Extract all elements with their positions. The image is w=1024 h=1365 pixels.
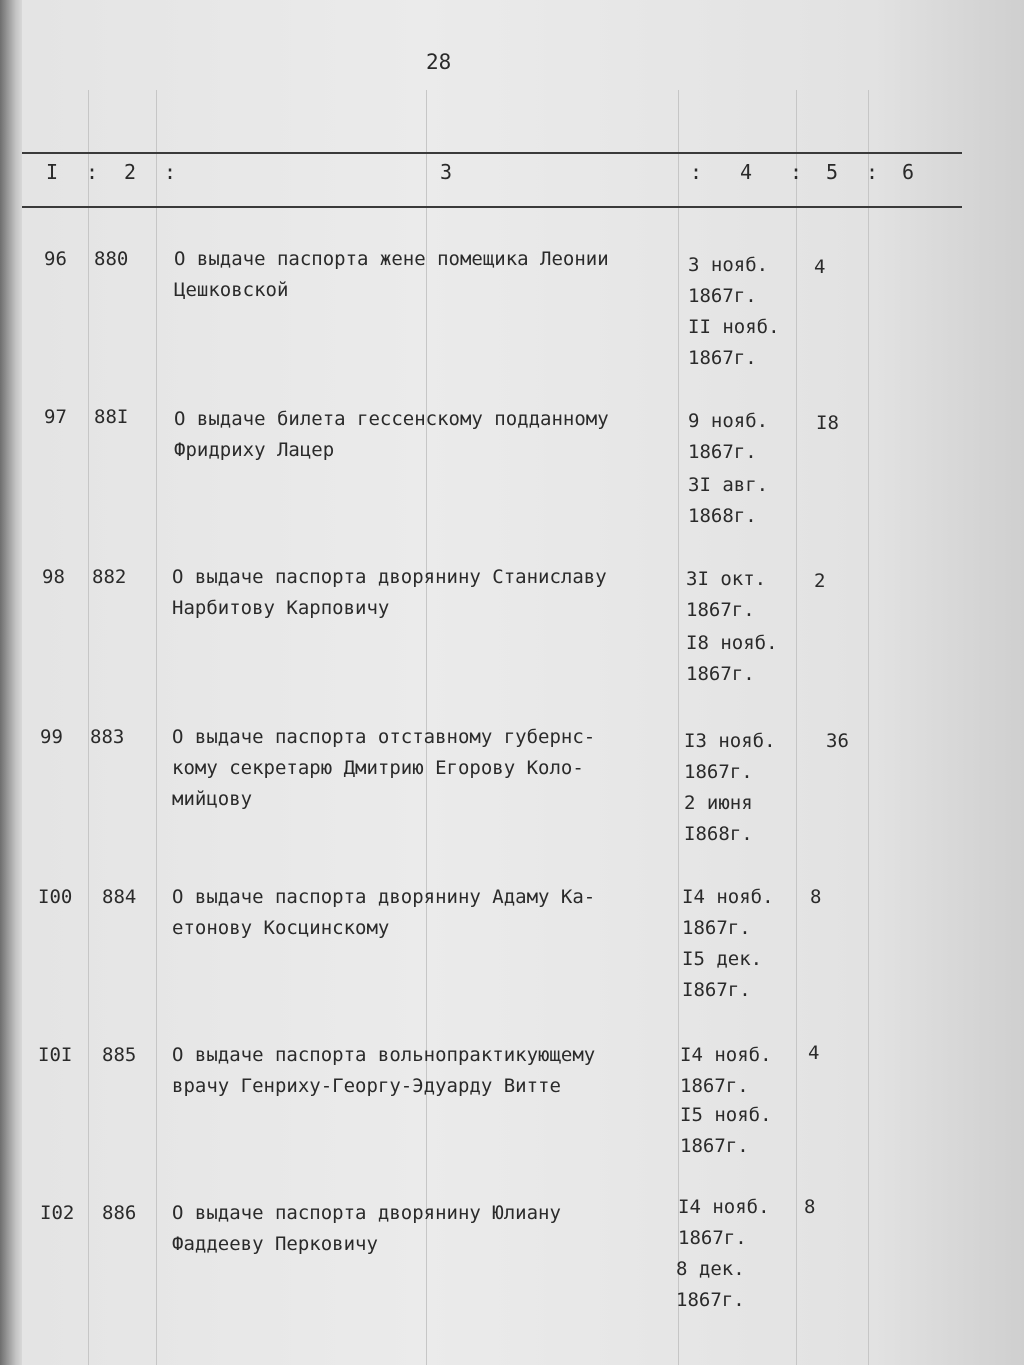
file-number: 883: [90, 726, 125, 748]
row-number: I00: [38, 886, 73, 908]
sheet-count: 4: [808, 1042, 820, 1064]
sheet-count: 2: [814, 570, 826, 592]
header-col-4: 4: [740, 160, 753, 184]
date-end: 2 июня I868г.: [684, 792, 753, 845]
column-rule: [156, 90, 157, 1365]
column-rule: [868, 90, 869, 1365]
file-number: 884: [102, 886, 137, 908]
file-title: О выдаче билета гессенскому подданному Фридриху Лацер: [174, 408, 609, 461]
date-end: I5 дек. I867г.: [682, 948, 763, 1001]
row-number: 99: [40, 726, 63, 748]
file-title: О выдаче паспорта дворянину Станиславу Нарбитову Карповичу: [172, 566, 607, 619]
row-number: I02: [40, 1202, 75, 1224]
date-start: 3 нояб. 1867г.: [688, 254, 769, 307]
row-number: 98: [42, 566, 65, 588]
date-start: I4 нояб. 1867г.: [678, 1196, 770, 1249]
date-end: I8 нояб. 1867г.: [686, 632, 778, 685]
header-col-1: I: [46, 160, 59, 184]
date-start: 9 нояб. 1867г.: [688, 410, 769, 463]
header-col-3: 3: [440, 160, 453, 184]
file-title: О выдаче паспорта жене помещика Леонии Цешковской: [174, 248, 609, 301]
date-start: 3I окт. 1867г.: [686, 568, 767, 621]
header-separator: :: [790, 160, 803, 184]
header-separator: :: [866, 160, 879, 184]
file-number: 882: [92, 566, 127, 588]
file-title: О выдаче паспорта вольнопрактикующему врачу Генриху-Георгу-Эдуарду Витте: [172, 1044, 596, 1097]
header-col-5: 5: [826, 160, 839, 184]
header-separator: :: [86, 160, 99, 184]
column-rule: [796, 90, 797, 1365]
date-start: I3 нояб. 1867г.: [684, 730, 776, 783]
header-separator: :: [164, 160, 177, 184]
sheet-count: 36: [826, 730, 849, 752]
header-rule-bottom: [22, 206, 962, 208]
file-number: 886: [102, 1202, 137, 1224]
date-end: I5 нояб. 1867г.: [680, 1104, 772, 1157]
header-rule-top: [22, 152, 962, 154]
column-rule: [88, 90, 89, 1365]
header-col-2: 2: [124, 160, 137, 184]
date-start: I4 нояб. 1867г.: [682, 886, 774, 939]
date-end: II нояб. 1867г.: [688, 316, 780, 369]
column-rule: [678, 90, 679, 1365]
sheet-count: I8: [816, 412, 839, 434]
book-binding: [0, 0, 22, 1365]
date-start: I4 нояб. 1867г.: [680, 1044, 772, 1097]
document-page: [22, 0, 1024, 1365]
file-number: 885: [102, 1044, 137, 1066]
row-number: 96: [44, 248, 67, 270]
row-number: 97: [44, 406, 67, 428]
file-number: 880: [94, 248, 129, 270]
sheet-count: 8: [810, 886, 822, 908]
date-end: 3I авг. 1868г.: [688, 474, 769, 527]
header-separator: :: [690, 160, 703, 184]
row-number: I0I: [38, 1044, 73, 1066]
file-title: О выдаче паспорта дворянину Адаму Ка- етонову Косцинскому: [172, 886, 596, 939]
date-end: 8 дек. 1867г.: [676, 1258, 745, 1311]
file-title: О выдаче паспорта дворянину Юлиану Фаддееву Перковичу: [172, 1202, 561, 1255]
file-title: О выдаче паспорта отставному губернс- кому секретарю Дмитрию Егорову Коло- мийцову: [172, 726, 596, 810]
sheet-count: 8: [804, 1196, 816, 1218]
page-number: 28: [426, 50, 452, 74]
file-number: 88I: [94, 406, 129, 428]
header-col-6: 6: [902, 160, 915, 184]
sheet-count: 4: [814, 256, 826, 278]
